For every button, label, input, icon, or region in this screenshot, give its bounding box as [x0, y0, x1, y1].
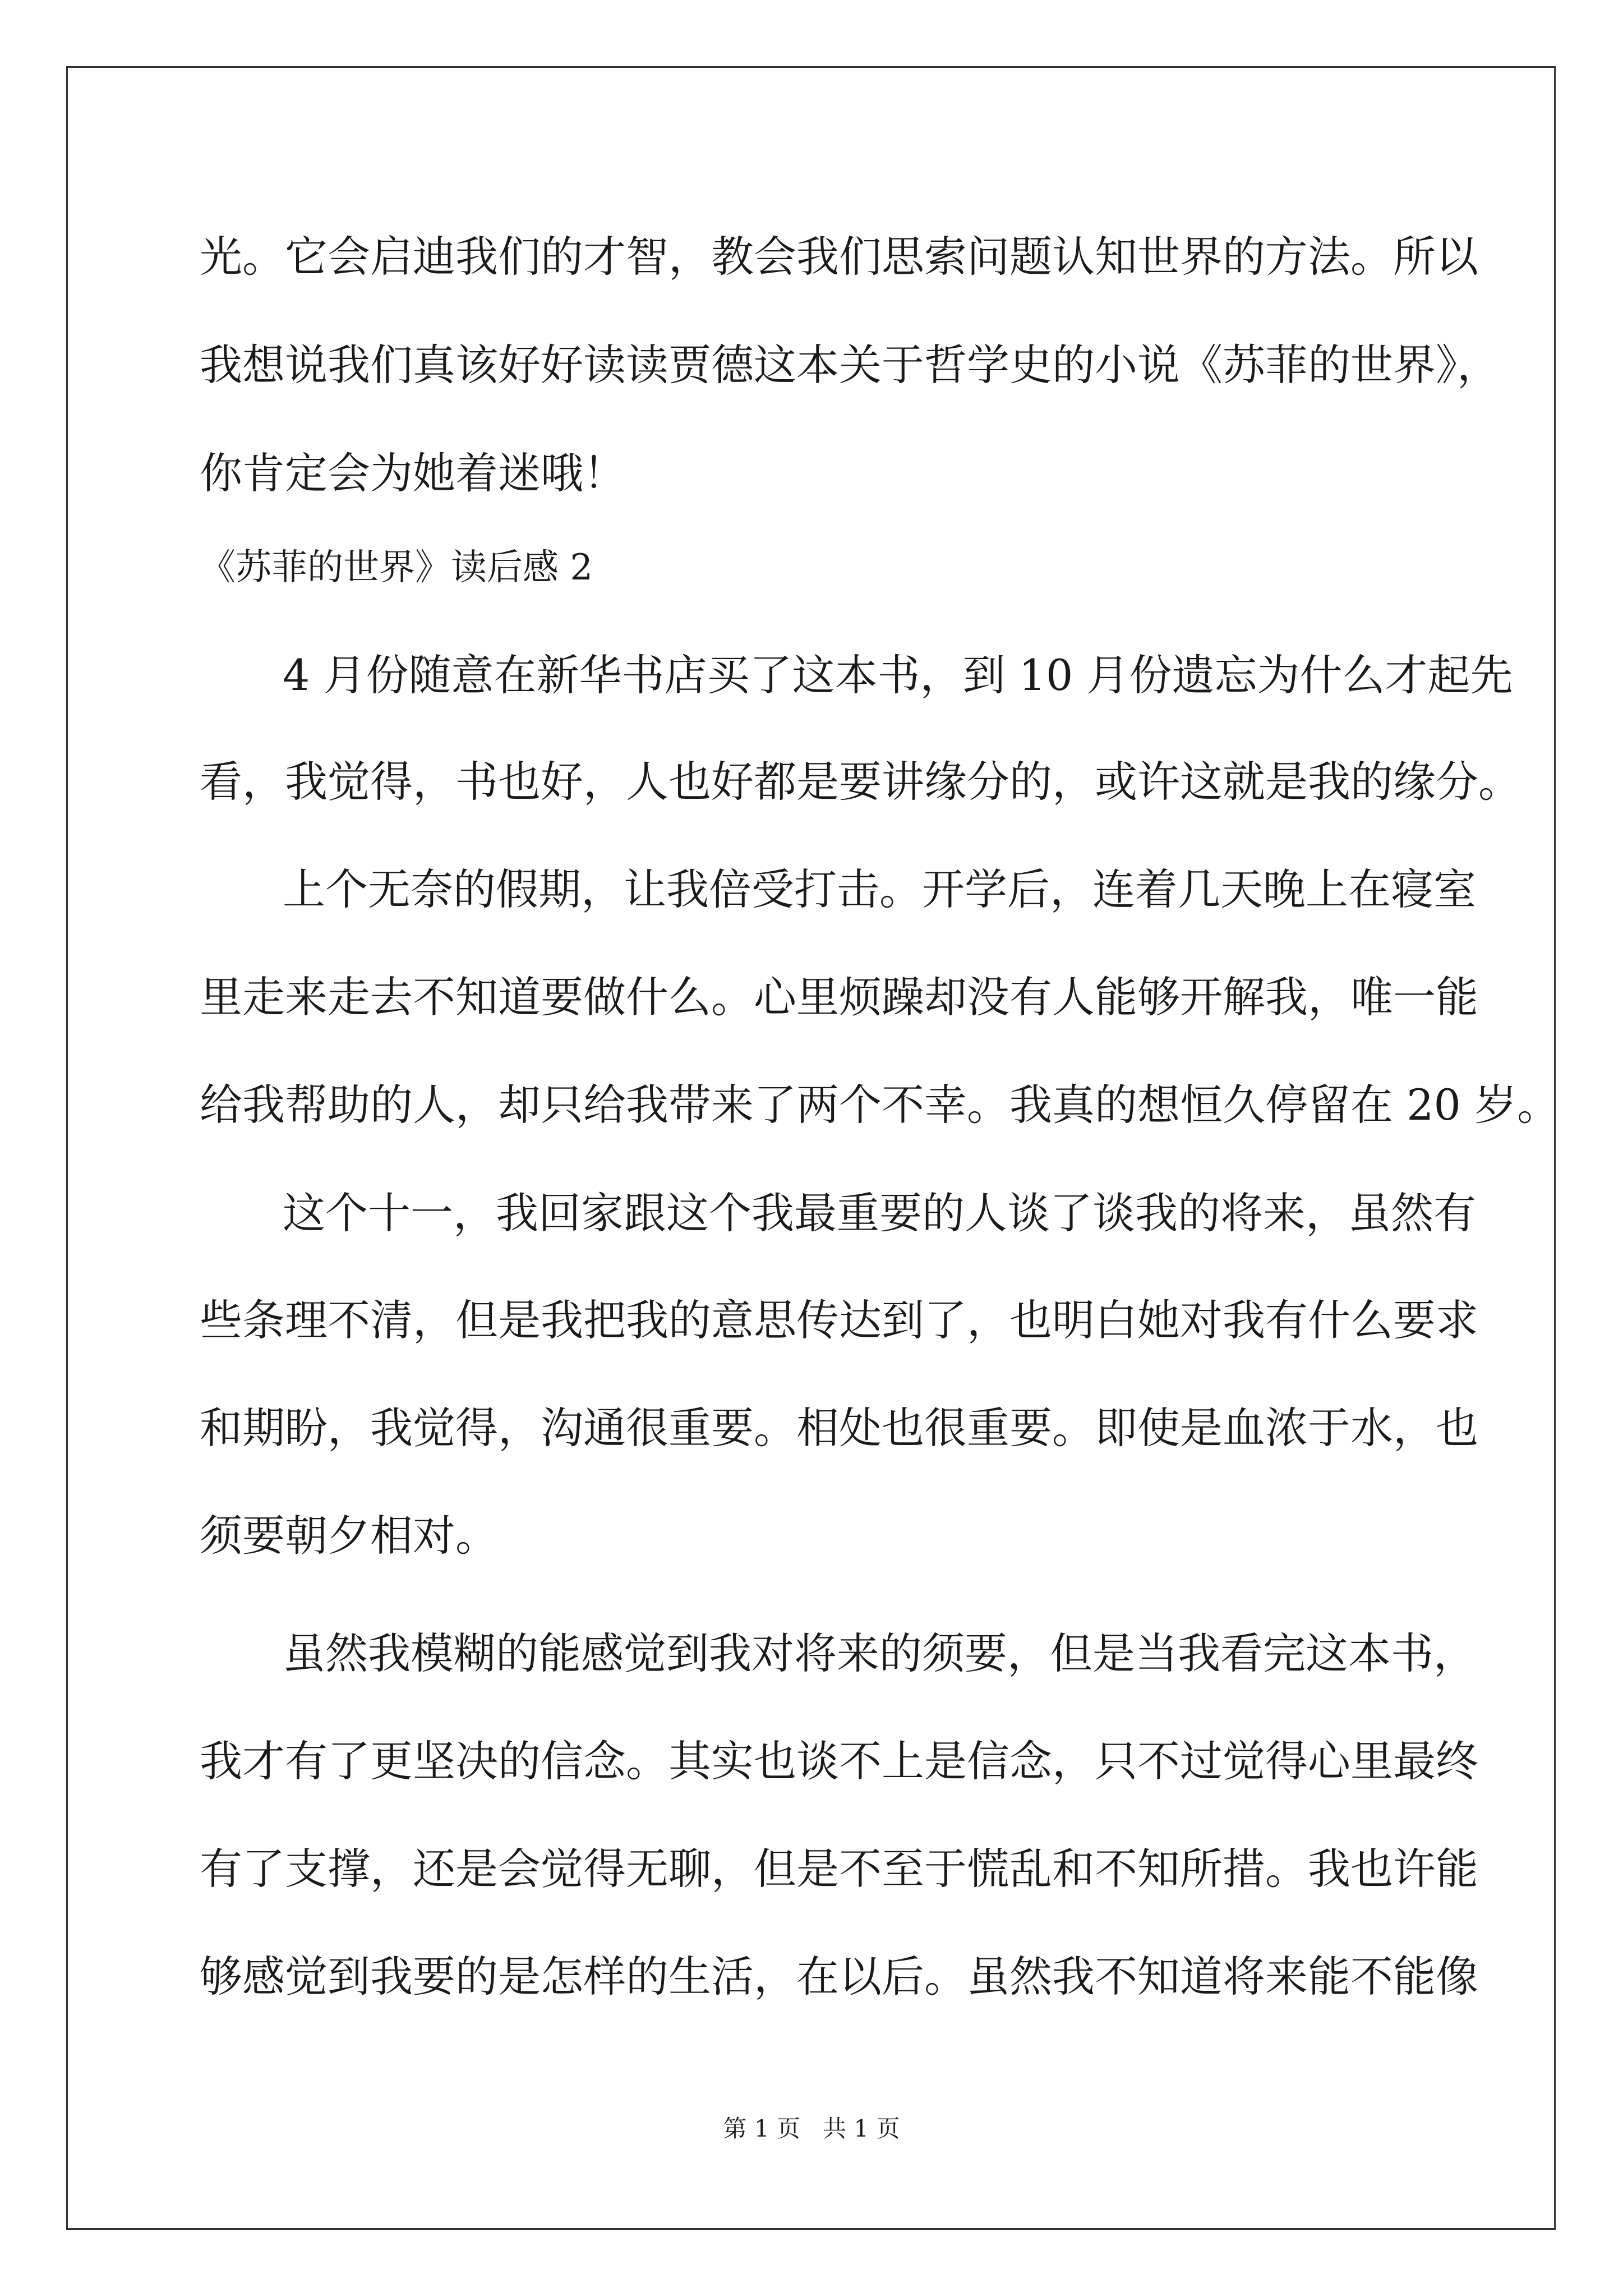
text-line: 看，我觉得，书也好，人也好都是要讲缘分的，或许这就是我的缘分。 — [200, 757, 1521, 807]
text-line: 这个十一，我回家跟这个我最重要的人谈了谈我的将来，虽然有 — [283, 1188, 1476, 1238]
section-heading: 《苏菲的世界》读后感 2 — [200, 547, 593, 588]
page-border — [66, 66, 1556, 2230]
text-line: 够感觉到我要的是怎样的生活，在以后。虽然我不知道将来能不能像 — [200, 1952, 1478, 2001]
text-line: 须要朝夕相对。 — [200, 1511, 498, 1561]
text-line: 里走来走去不知道要做什么。心里烦躁却没有人能够开解我，唯一能 — [200, 972, 1478, 1022]
text-line: 光。它会启迪我们的才智，教会我们思索问题认知世界的方法。所以 — [200, 232, 1478, 282]
text-line: 上个无奈的假期，让我倍受打击。开学后，连着几天晚上在寝室 — [283, 864, 1476, 914]
text-line: 和期盼，我觉得，沟通很重要。相处也很重要。即使是血浓于水，也 — [200, 1403, 1478, 1453]
text-line: 我想说我们真该好好读读贾德这本关于哲学史的小说《苏菲的世界》， — [200, 340, 1500, 390]
text-line: 给我帮助的人，却只给我带来了两个不幸。我真的想恒久停留在 20 岁。 — [200, 1080, 1560, 1130]
text-line: 我才有了更坚决的信念。其实也谈不上是信念，只不过觉得心里最终 — [200, 1736, 1478, 1786]
text-line: 4 月份随意在新华书店买了这本书，到 10 月份遗忘为什么才起先 — [283, 650, 1513, 700]
page-footer: 第 1 页 共 1 页 — [723, 2115, 900, 2142]
text-line: 你肯定会为她着迷哦！ — [200, 448, 626, 498]
text-line: 有了支撑，还是会觉得无聊，但是不至于慌乱和不知所措。我也许能 — [200, 1844, 1478, 1894]
text-line: 些条理不清，但是我把我的意思传达到了，也明白她对我有什么要求 — [200, 1295, 1478, 1345]
text-line: 虽然我模糊的能感觉到我对将来的须要，但是当我看完这本书， — [283, 1628, 1476, 1678]
